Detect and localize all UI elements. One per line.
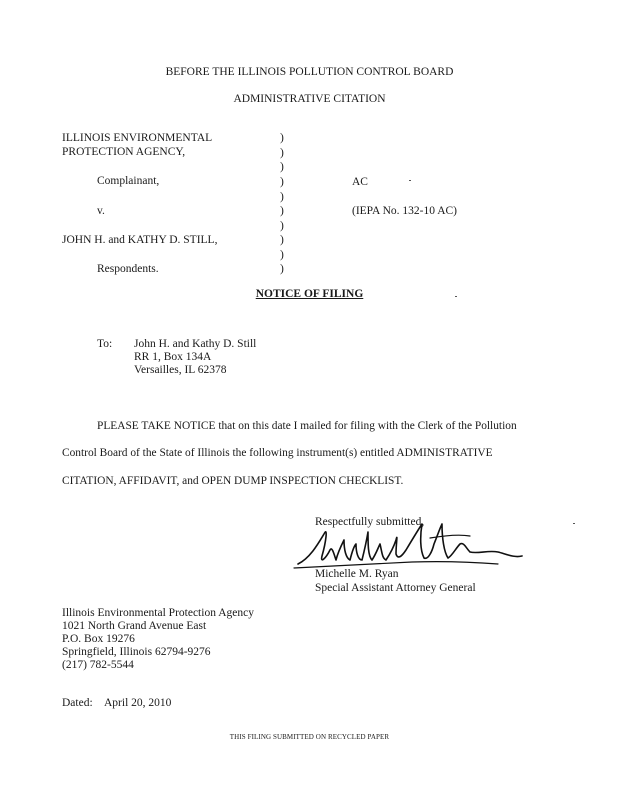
dated-value: April 20, 2010 bbox=[104, 697, 172, 709]
caption-paren: ) bbox=[280, 234, 284, 246]
agency-address-line1: Illinois Environmental Protection Agency bbox=[62, 607, 254, 619]
caption-paren: ) bbox=[280, 263, 284, 275]
scan-speck bbox=[409, 180, 411, 181]
complainant-name-line1: ILLINOIS ENVIRONMENTAL bbox=[62, 132, 213, 144]
case-type: AC bbox=[352, 176, 368, 188]
scan-speck bbox=[455, 296, 457, 297]
citation-heading: ADMINISTRATIVE CITATION bbox=[233, 93, 386, 105]
to-label: To: bbox=[97, 338, 113, 350]
caption-paren: ) bbox=[280, 147, 284, 159]
caption-paren: ) bbox=[280, 205, 284, 217]
respondent-role: Respondents. bbox=[97, 263, 159, 275]
agency-address-line5: (217) 782-5544 bbox=[62, 659, 134, 671]
agency-address-line3: P.O. Box 19276 bbox=[62, 633, 135, 645]
recycled-paper-footer: THIS FILING SUBMITTED ON RECYCLED PAPER bbox=[229, 733, 390, 741]
notice-body-line2: Control Board of the State of Illinois the following instrument(s) entitled ADMINISTRATIVE bbox=[62, 447, 493, 459]
caption-paren: ) bbox=[280, 161, 284, 173]
scan-speck bbox=[573, 523, 575, 524]
complainant-name-line2: PROTECTION AGENCY, bbox=[62, 146, 186, 158]
caption-paren: ) bbox=[280, 132, 284, 144]
agency-address-line2: 1021 North Grand Avenue East bbox=[62, 620, 207, 632]
recipient-address-line1: RR 1, Box 134A bbox=[134, 351, 212, 363]
signer-title: Special Assistant Attorney General bbox=[315, 582, 476, 594]
notice-title: NOTICE OF FILING bbox=[255, 288, 364, 300]
caption-paren: ) bbox=[280, 249, 284, 261]
caption-paren: ) bbox=[280, 220, 284, 232]
board-heading: BEFORE THE ILLINOIS POLLUTION CONTROL BOARD bbox=[165, 66, 454, 78]
versus-label: v. bbox=[97, 205, 105, 217]
complainant-role: Complainant, bbox=[97, 175, 160, 187]
recipient-name: John H. and Kathy D. Still bbox=[134, 338, 257, 350]
notice-body-line3: CITATION, AFFIDAVIT, and OPEN DUMP INSPECTION CHECKLIST. bbox=[62, 475, 404, 487]
case-number: (IEPA No. 132-10 AC) bbox=[352, 205, 457, 217]
respondent-name: JOHN H. and KATHY D. STILL, bbox=[62, 234, 218, 246]
signer-name: Michelle M. Ryan bbox=[315, 568, 399, 580]
caption-paren: ) bbox=[280, 176, 284, 188]
closing-text: Respectfully submitted, bbox=[315, 516, 425, 528]
dated-label: Dated: bbox=[62, 697, 93, 709]
recipient-address-line2: Versailles, IL 62378 bbox=[134, 364, 227, 376]
caption-paren: ) bbox=[280, 191, 284, 203]
agency-address-line4: Springfield, Illinois 62794-9276 bbox=[62, 646, 211, 658]
notice-body-line1: PLEASE TAKE NOTICE that on this date I mailed for filing with the Clerk of the Pollution bbox=[97, 420, 517, 432]
